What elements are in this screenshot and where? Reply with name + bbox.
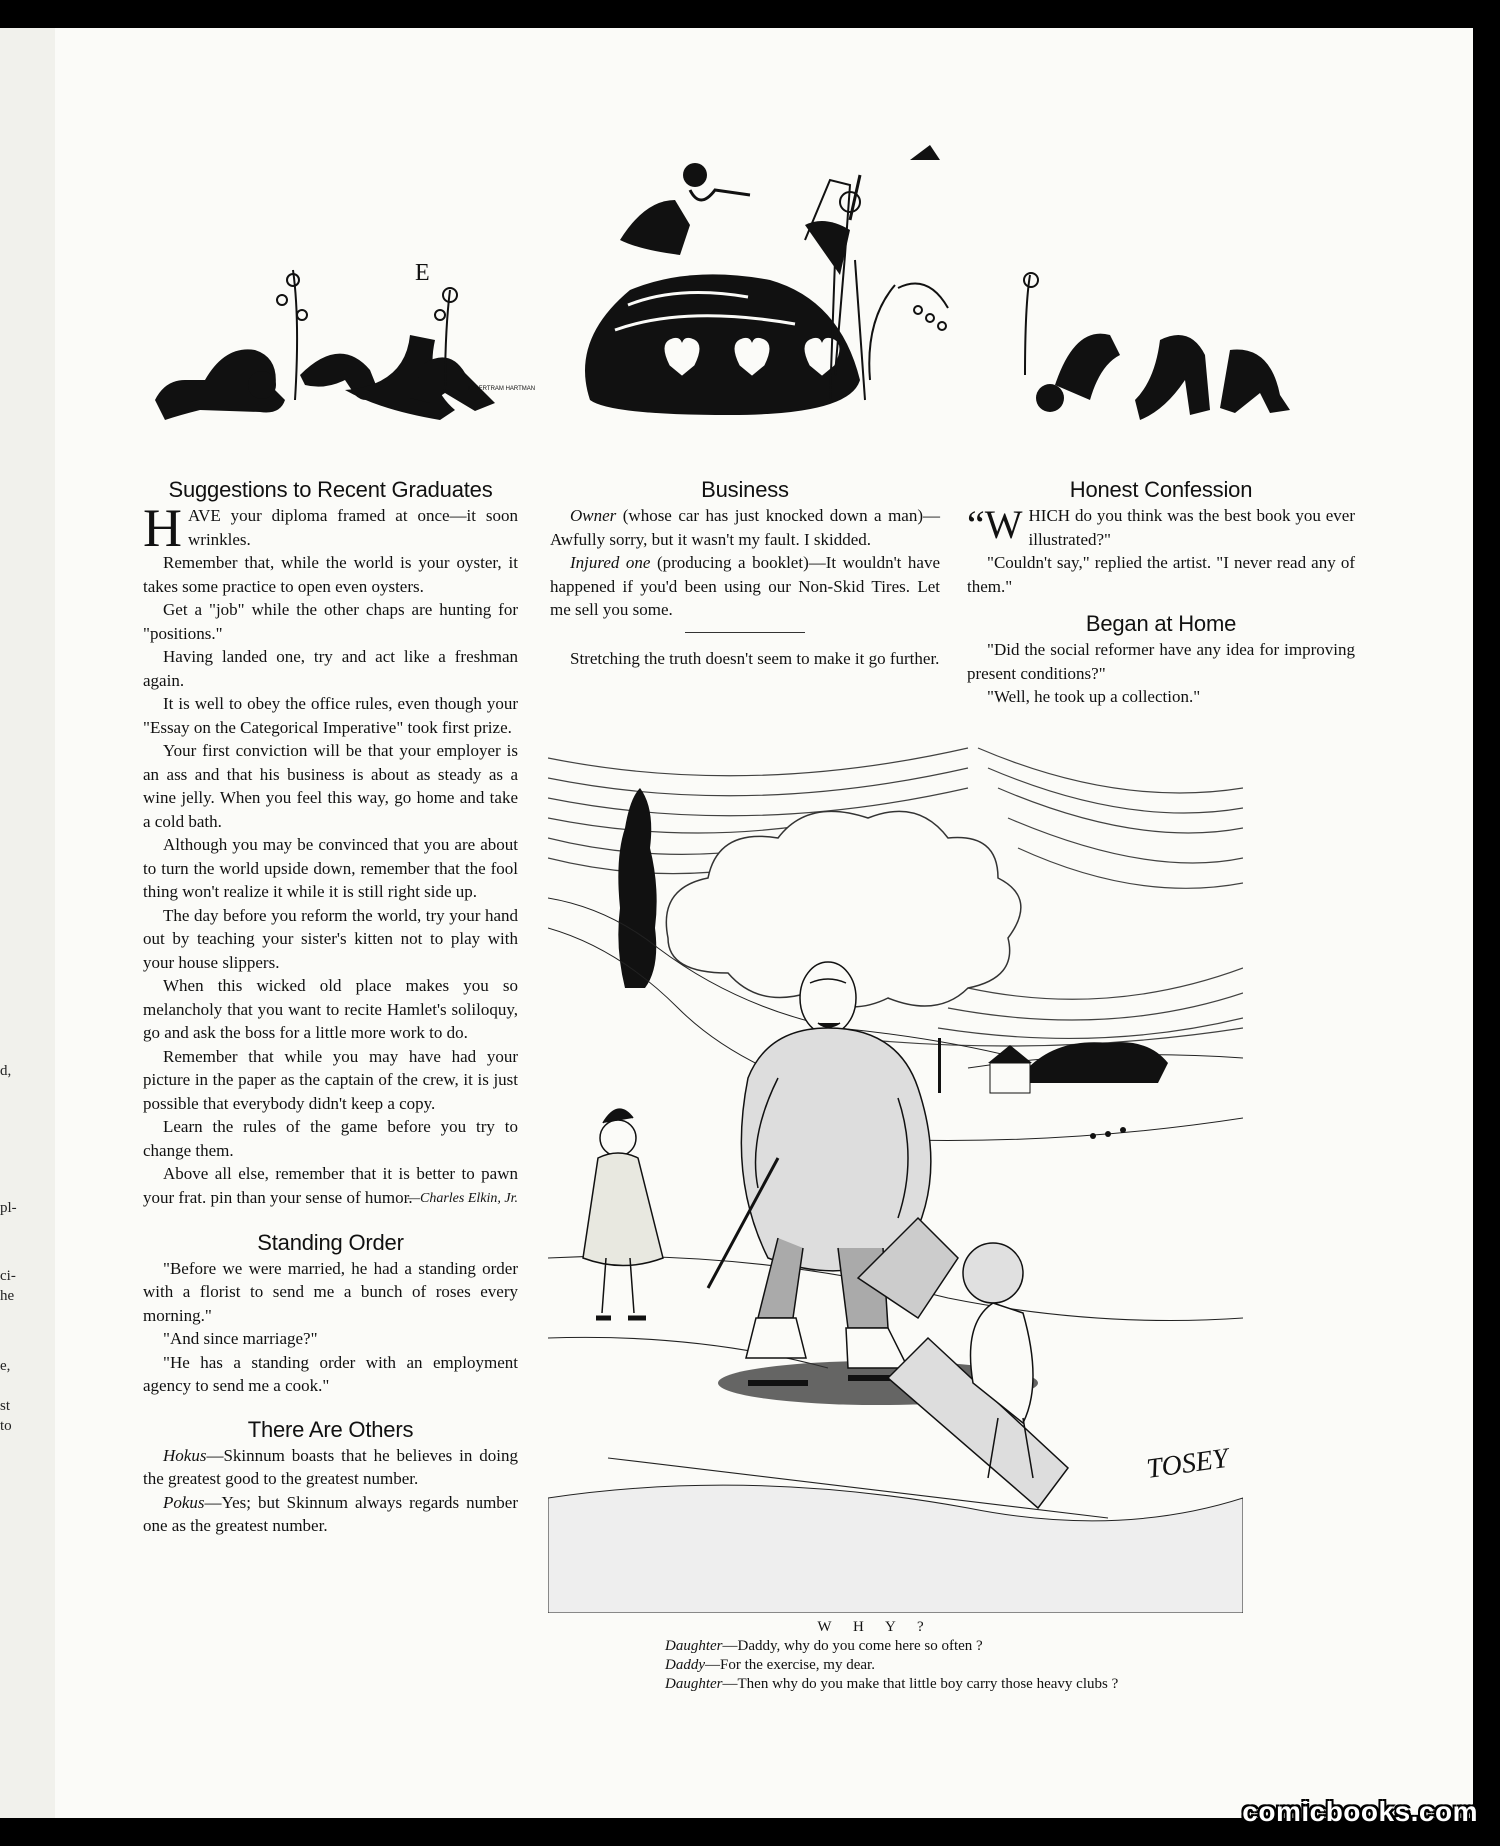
article-first-paragraph: HAVE your diploma framed at once—it soon wrinkles.	[143, 498, 518, 558]
article-title: Suggestions to Recent Graduates	[168, 477, 493, 502]
cartoon-caption	[665, 1618, 1285, 1694]
artist-credit: L. BERTRAM HARTMAN	[468, 386, 536, 392]
drop-cap: “W	[967, 502, 1023, 547]
paragraph: Above all else, remember that it is better to pawn your frat. pin than your sense of humor.	[143, 1164, 518, 1207]
paragraph: Get a "job" while the other chaps are hunting for "positions."	[143, 600, 518, 643]
paragraph: "And since marriage?"	[163, 1329, 318, 1348]
column-right	[967, 476, 1355, 709]
article-title: Business	[701, 477, 789, 502]
paragraph: "Couldn't say," replied the artist. "I never read any of them."	[967, 553, 1355, 596]
prev-page-fragment: e,	[0, 1358, 11, 1374]
paragraph: "He has a standing order with an employment agency to send me a cook."	[143, 1352, 518, 1395]
prev-page-fragment: pl-	[0, 1200, 17, 1216]
paragraph: "Did the social reformer have any idea for improving present conditions?"	[967, 640, 1355, 683]
caption-line: Daughter—Then why do you make that little boy carry those heavy clubs ?	[665, 1676, 1119, 1692]
dialogue-line: Owner (whose car has just knocked down a man)—Awfully sorry, but it wasn't my fault. I skidded.	[550, 506, 940, 549]
prev-page-fragment: he	[0, 1288, 15, 1304]
dialogue-line: Pokus—Yes; but Skinnum always regards number one as the greatest number.	[143, 1492, 518, 1535]
byline: —Charles Elkin, Jr.	[407, 1191, 518, 1206]
previous-page-edge	[0, 28, 59, 1818]
article-title: Began at Home	[1085, 611, 1237, 636]
dialogue-line: Hokus—Skinnum boasts that he believes in doing the greatest good to the greatest number.	[143, 1445, 518, 1488]
paragraph: Remember that while you may have had your picture in the paper as the captain of the crew, it is just possible that everybody didn't keep a copy.	[143, 1046, 518, 1113]
paragraph: Your first conviction will be that your employer is an ass and that his business is about as steady as a wine jelly. When you feel this way, go home and take a cold bath.	[143, 741, 518, 831]
column-left	[143, 476, 518, 1538]
dialogue-line: Injured one (producing a booklet)—It wouldn't have happened if you'd been using our Non-Skid Tires. Let me sell you some.	[550, 553, 940, 619]
column-middle	[550, 476, 940, 670]
site-watermark: comicbooks.com	[1242, 1796, 1478, 1827]
article-title: Honest Confession	[1069, 477, 1253, 502]
golf-cartoon-illustration	[548, 738, 1243, 1613]
caption-title: W H Y ?	[817, 1619, 933, 1635]
header-signature: E	[415, 260, 430, 286]
drop-cap: H	[143, 498, 182, 558]
paragraph: It is well to obey the office rules, even though your "Essay on the Categorical Imperative" took first prize.	[143, 694, 518, 737]
cartoon-signature: TOSEY	[1144, 1442, 1231, 1485]
caption-line: Daughter—Daddy, why do you come here so often ?	[665, 1638, 983, 1654]
paragraph: "Before we were married, he had a standing order with a florist to send me a bunch of roses every morning."	[143, 1258, 518, 1325]
paragraph: The day before you reform the world, try your hand out by teaching your sister's kitten not to play with your house slippers.	[143, 905, 518, 972]
filler-paragraph: Stretching the truth doesn't seem to make it go further.	[570, 648, 940, 668]
paragraph: "Well, he took up a collection."	[987, 687, 1201, 706]
article-title: There Are Others	[247, 1416, 414, 1442]
prev-page-fragment: st	[0, 1398, 11, 1414]
paragraph: Learn the rules of the game before you try to change them.	[143, 1117, 518, 1160]
caption-line: Daddy—For the exercise, my dear.	[665, 1657, 875, 1673]
paragraph: When this wicked old place makes you so melancholy that you want to recite Hamlet's soliloquy, go and ask the boss for a little more work to do.	[143, 976, 518, 1042]
paragraph: Having landed one, try and act like a freshman again.	[143, 647, 518, 690]
prev-page-fragment: ci-	[0, 1268, 16, 1284]
article-first-paragraph: “WHICH do you think was the best book you ever illustrated?"	[967, 502, 1355, 549]
paragraph: Although you may be convinced that you are about to turn the world upside down, remember that the fool thing won't realize it while it is still right side up.	[143, 835, 518, 901]
paragraph: Remember that, while the world is your oyster, it takes some practice to open even oysters.	[143, 553, 518, 596]
header-illustration	[150, 130, 1360, 450]
divider	[685, 632, 805, 633]
prev-page-fragment: to	[0, 1418, 12, 1434]
prev-page-fragment: d,	[0, 1063, 12, 1079]
article-title: Standing Order	[257, 1229, 404, 1255]
